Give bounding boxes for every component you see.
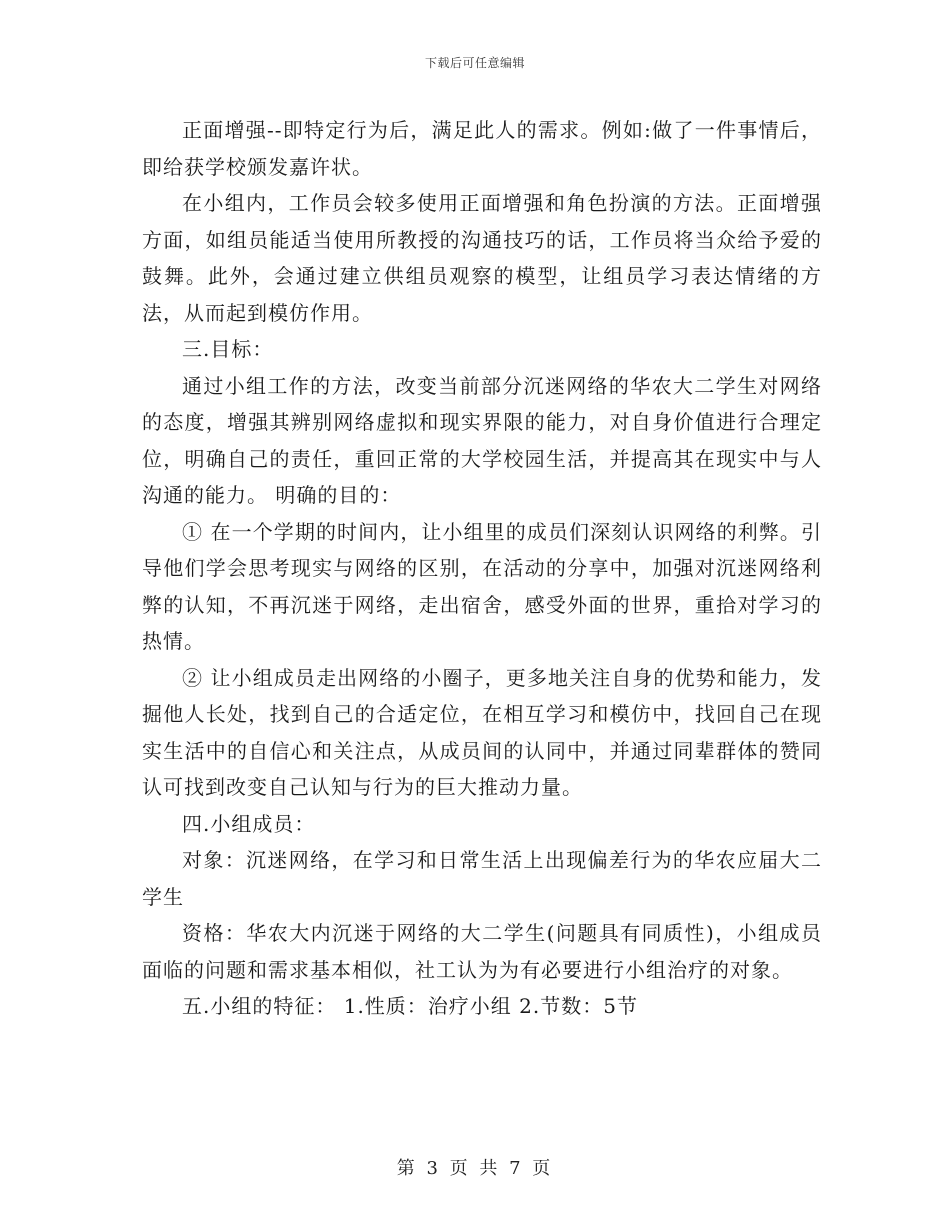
paragraph-group-methods: 在小组内，工作员会较多使用正面增强和角色扮演的方法。正面增强方面，如组员能适当使用所教授的沟通技巧的话，工作员将当众给予爱的鼓舞。此外，会通过建立供组员观察的模型，让组员学习表达情绪的方法，从而起到模仿作用。 xyxy=(142,191,822,325)
paragraph-goal-two: ② 让小组成员走出网络的小圈子，更多地关注自身的优势和能力，发掘他人长处，找到自己的合适定位，在相互学习和模仿中，找回自己在现实生活中的自信心和关注点，从成员间的认同中，并通过同辈群体的赞同认可找到改变自己认知与行为的巨大推动力量。 xyxy=(142,665,822,799)
paragraph-qualification: 资格：华农大内沉迷于网络的大二学生(问题具有同质性)，小组成员面临的问题和需求基本相似，社工认为为有必要进行小组治疗的对象。 xyxy=(142,921,822,982)
section-heading-members: 四.小组成员： xyxy=(182,811,316,836)
paragraph-target-members: 对象：沉迷网络，在学习和日常生活上出现偏差行为的华农应届大二学生 xyxy=(142,848,822,909)
paragraph-positive-reinforcement: 正面增强--即特定行为后，满足此人的需求。例如:做了一件事情后，即给获学校颁发嘉许状。 xyxy=(142,118,822,179)
page-number: 第 3 页 共 7 页 xyxy=(396,1158,554,1179)
paragraph-goals-overview: 通过小组工作的方法，改变当前部分沉迷网络的华农大二学生对网络的态度，增强其辨别网络虚拟和现实界限的能力，对自身价值进行合理定位，明确自己的责任，重回正常的大学校园生活，并提高其在现实中与人沟通的能力。 明确的目的： xyxy=(142,373,822,507)
page-header: 下载后可任意编辑 xyxy=(424,56,525,70)
section-heading-features: 五.小组的特征： 1.性质：治疗小组 2.节数：5节 xyxy=(182,994,638,1018)
section-heading-goals: 三.目标： xyxy=(182,337,274,361)
document-body xyxy=(142,112,822,1025)
paragraph-goal-one: ① 在一个学期的时间内，让小组里的成员们深刻认识网络的利弊。引导他们学会思考现实与网络的区别，在活动的分享中，加强对沉迷网络利弊的认知，不再沉迷于网络，走出宿舍，感受外面的世界，重拾对学习的热情。 xyxy=(142,519,822,653)
